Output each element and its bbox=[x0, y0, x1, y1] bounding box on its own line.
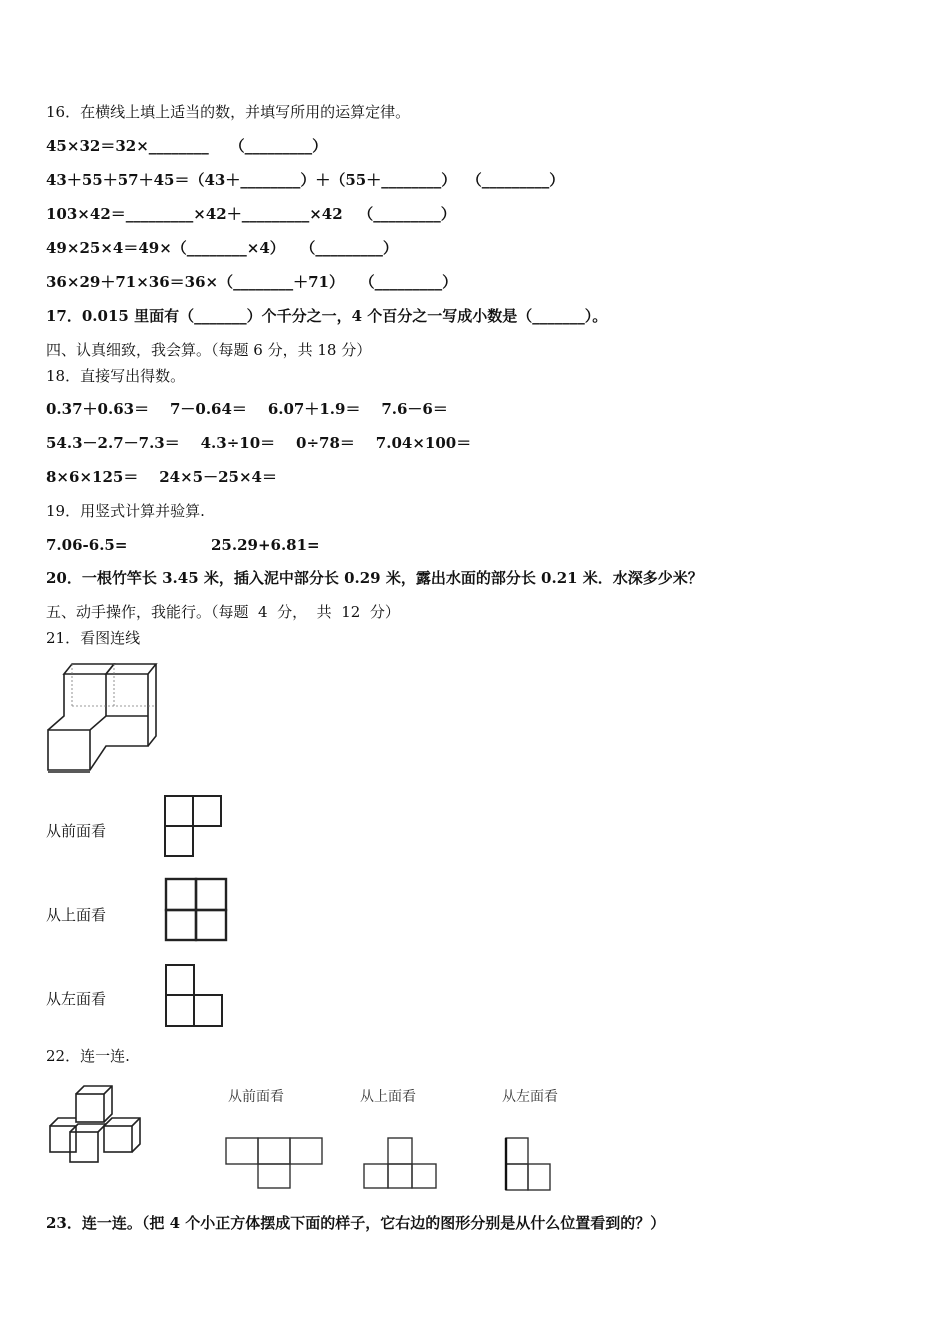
q21-left-view bbox=[162, 962, 226, 1030]
q22-caption-left: 从左面看 bbox=[502, 1089, 558, 1105]
q22-cube-figure bbox=[46, 1084, 156, 1168]
section-5-heading: 五、动手操作，我能行。（每题 4 分， 共 12 分） bbox=[46, 603, 400, 621]
q18-row-3: 8×6×125＝ 24×5－25×4＝ bbox=[46, 468, 277, 486]
q22-title: 22．连一连. bbox=[46, 1047, 130, 1065]
q20: 20．一根竹竿长 3.45 米，插入泥中部分长 0.29 米，露出水面的部分长 0.21 米．水深多少米？ bbox=[46, 569, 703, 587]
q22-top-view bbox=[360, 1134, 444, 1192]
section-4-heading: 四、认真细致，我会算。（每题 6 分，共 18 分） bbox=[46, 341, 372, 359]
q18-row-2: 54.3－2.7－7.3＝ 4.3÷10＝ 0÷78＝ 7.04×100＝ bbox=[46, 434, 472, 452]
q21-label-front: 从前面看 bbox=[46, 822, 107, 840]
q16-row-1: 45×32＝32×________ （_________） bbox=[46, 137, 328, 155]
q21-label-top: 从上面看 bbox=[46, 906, 107, 924]
q22-left-view bbox=[500, 1134, 558, 1194]
q19-row-1: 7.06-6.5= 25.29+6.81= bbox=[46, 536, 320, 554]
q21-cube-figure bbox=[44, 660, 160, 778]
q19-title: 19．用竖式计算并验算. bbox=[46, 502, 205, 520]
q18-row-1: 0.37＋0.63＝ 7－0.64＝ 6.07＋1.9＝ 7.6－6＝ bbox=[46, 400, 448, 418]
q18-title: 18．直接写出得数。 bbox=[46, 367, 186, 385]
q21-front-view bbox=[162, 793, 226, 861]
q21-title: 21．看图连线 bbox=[46, 629, 141, 647]
q16-row-5: 36×29＋71×36＝36×（________＋71） （_________） bbox=[46, 273, 458, 291]
q22-caption-top: 从上面看 bbox=[360, 1089, 416, 1105]
q16-row-2: 43＋55＋57＋45＝（43＋________）＋（55＋________） （_________） bbox=[46, 171, 565, 189]
q21-top-view bbox=[162, 876, 230, 944]
q22-caption-front: 从前面看 bbox=[228, 1089, 284, 1105]
q17: 17．0.015 里面有（_______）个千分之一，4 个百分之一写成小数是（_______）。 bbox=[46, 307, 608, 325]
q22-front-view bbox=[222, 1134, 328, 1192]
q16-title: 16．在横线上填上适当的数，并填写所用的运算定律。 bbox=[46, 103, 411, 121]
q16-row-3: 103×42＝_________×42＋_________×42 （_________） bbox=[46, 205, 456, 223]
q21-label-left: 从左面看 bbox=[46, 990, 107, 1008]
q16-row-4: 49×25×4＝49×（________×4） （_________） bbox=[46, 239, 398, 257]
q23: 23．连一连。（把 4 个小正方体摆成下面的样子，它右边的图形分别是从什么位置看到的？） bbox=[46, 1214, 666, 1232]
